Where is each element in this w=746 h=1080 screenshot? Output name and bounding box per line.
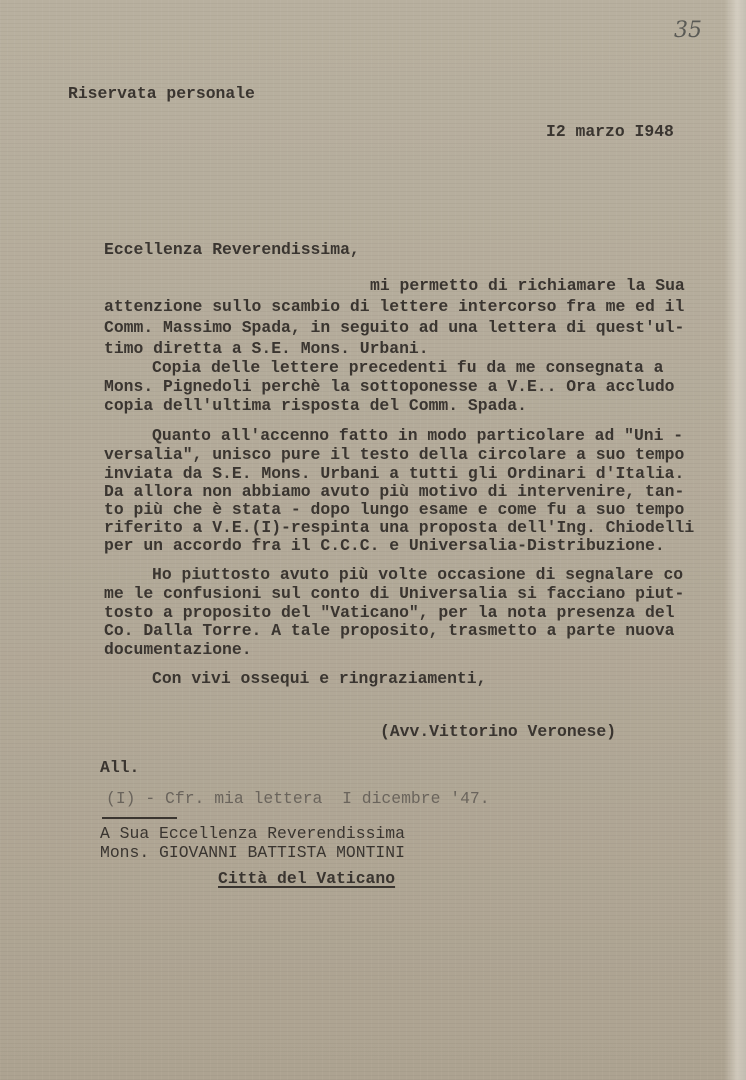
enclosure-label: All. bbox=[100, 758, 140, 777]
confidential-label: Riservata personale bbox=[68, 84, 255, 103]
body-line: Da allora non abbiamo avuto più motivo di intervenire, tan- bbox=[104, 482, 685, 501]
body-line: Co. Dalla Torre. A tale proposito, trasmetto a parte nuova bbox=[104, 621, 675, 640]
separator-rule bbox=[102, 817, 177, 819]
body-line: Copia delle lettere precedenti fu da me consegnata a bbox=[152, 358, 664, 377]
body-line: Comm. Massimo Spada, in seguito ad una lettera di quest'ul- bbox=[104, 318, 685, 337]
body-line: Ho piuttosto avuto più volte occasione di segnalare co bbox=[152, 565, 684, 584]
addressee-line-1: A Sua Eccellenza Reverendissima bbox=[100, 824, 405, 843]
body-line: Mons. Pignedoli perchè la sottoponesse a V.E.. Ora accludo bbox=[104, 377, 675, 396]
body-line: inviata da S.E. Mons. Urbani a tutti gli Ordinari d'Italia. bbox=[104, 464, 685, 483]
signature: (Avv.Vittorino Veronese) bbox=[380, 722, 617, 741]
body-line: to più che è stata - dopo lungo esame e come fu a suo tempo bbox=[104, 500, 685, 519]
body-line: timo diretta a S.E. Mons. Urbani. bbox=[104, 339, 429, 358]
body-line: copia dell'ultima risposta del Comm. Spada. bbox=[104, 396, 527, 415]
body-line: Quanto all'accenno fatto in modo particolare ad "Uni - bbox=[152, 426, 684, 445]
body-line: versalia", unisco pure il testo della circolare a suo tempo bbox=[104, 445, 685, 464]
body-line: per un accordo fra il C.C.C. e Universalia-Distribuzione. bbox=[104, 536, 665, 555]
footnote: (I) - Cfr. mia lettera I dicembre '47. bbox=[106, 789, 490, 808]
letter-date: I2 marzo I948 bbox=[546, 122, 674, 141]
body-line: riferito a V.E.(I)-respinta una proposta dell'Ing. Chiodelli bbox=[104, 518, 695, 537]
body-line: attenzione sullo scambio di lettere intercorso fra me ed il bbox=[104, 297, 685, 316]
salutation: Eccellenza Reverendissima, bbox=[104, 240, 360, 259]
closing-line: Con vivi ossequi e ringraziamenti, bbox=[152, 669, 487, 688]
body-line: tosto a proposito del "Vaticano", per la nota presenza del bbox=[104, 603, 675, 622]
body-line: mi permetto di richiamare la Sua bbox=[370, 276, 685, 295]
body-line: me le confusioni sul conto di Universalia si facciano piut- bbox=[104, 584, 685, 603]
body-line: documentazione. bbox=[104, 640, 252, 659]
paper-edge bbox=[724, 0, 746, 1080]
addressee-city: Città del Vaticano bbox=[218, 869, 396, 888]
addressee-line-2: Mons. GIOVANNI BATTISTA MONTINI bbox=[100, 843, 405, 862]
page-number-handwritten: 35 bbox=[674, 18, 702, 43]
